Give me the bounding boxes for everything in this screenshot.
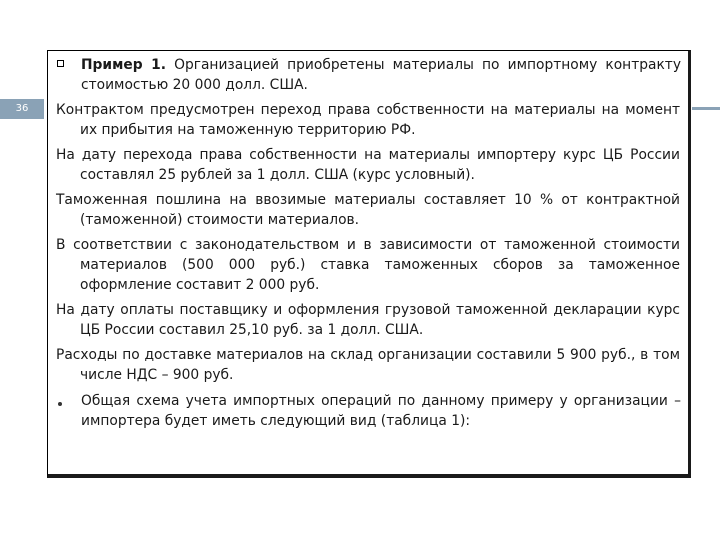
paragraph-3: Таможенная пошлина на ввозимые материалы составляет 10 % от контрактной (таможенной) стоимости материалов. <box>56 192 680 228</box>
final-bullet-text: Общая схема учета импортных операций по данному примеру у организации – импортера будет иметь следующий вид (таблица 1): <box>81 393 681 429</box>
decorative-rule <box>692 107 720 110</box>
slide-number: 36 <box>0 99 44 119</box>
paragraph-5: На дату оплаты поставщику и оформления грузовой таможенной декларации курс ЦБ России составил 25,10 руб. за 1 долл. США. <box>56 302 680 338</box>
paragraph-2: На дату перехода права собственности на материалы импортеру курс ЦБ России составлял 25 рублей за 1 долл. США (курс условный). <box>56 147 680 183</box>
example-intro: Организацией приобретены материалы по импортному контракту стоимостью 20 000 долл. США. <box>81 57 681 93</box>
paragraph-1: Контрактом предусмотрен переход права собственности на материалы на момент их прибытия на таможенную территорию РФ. <box>56 102 680 138</box>
example-heading <box>81 55 681 95</box>
example-title: Пример 1. <box>81 57 166 73</box>
square-bullet-icon <box>57 60 64 67</box>
paragraph-6: Расходы по доставке материалов на склад организации составили 5 900 руб., в том числе НДС – 900 руб. <box>56 347 680 383</box>
content-box <box>47 50 691 478</box>
paragraph-4: В соответствии с законодательством и в зависимости от таможенной стоимости материалов (500 000 руб.) ставка таможенных сборов за таможенное оформление составит 2 000 руб. <box>56 237 680 293</box>
dot-bullet-icon <box>58 402 62 406</box>
